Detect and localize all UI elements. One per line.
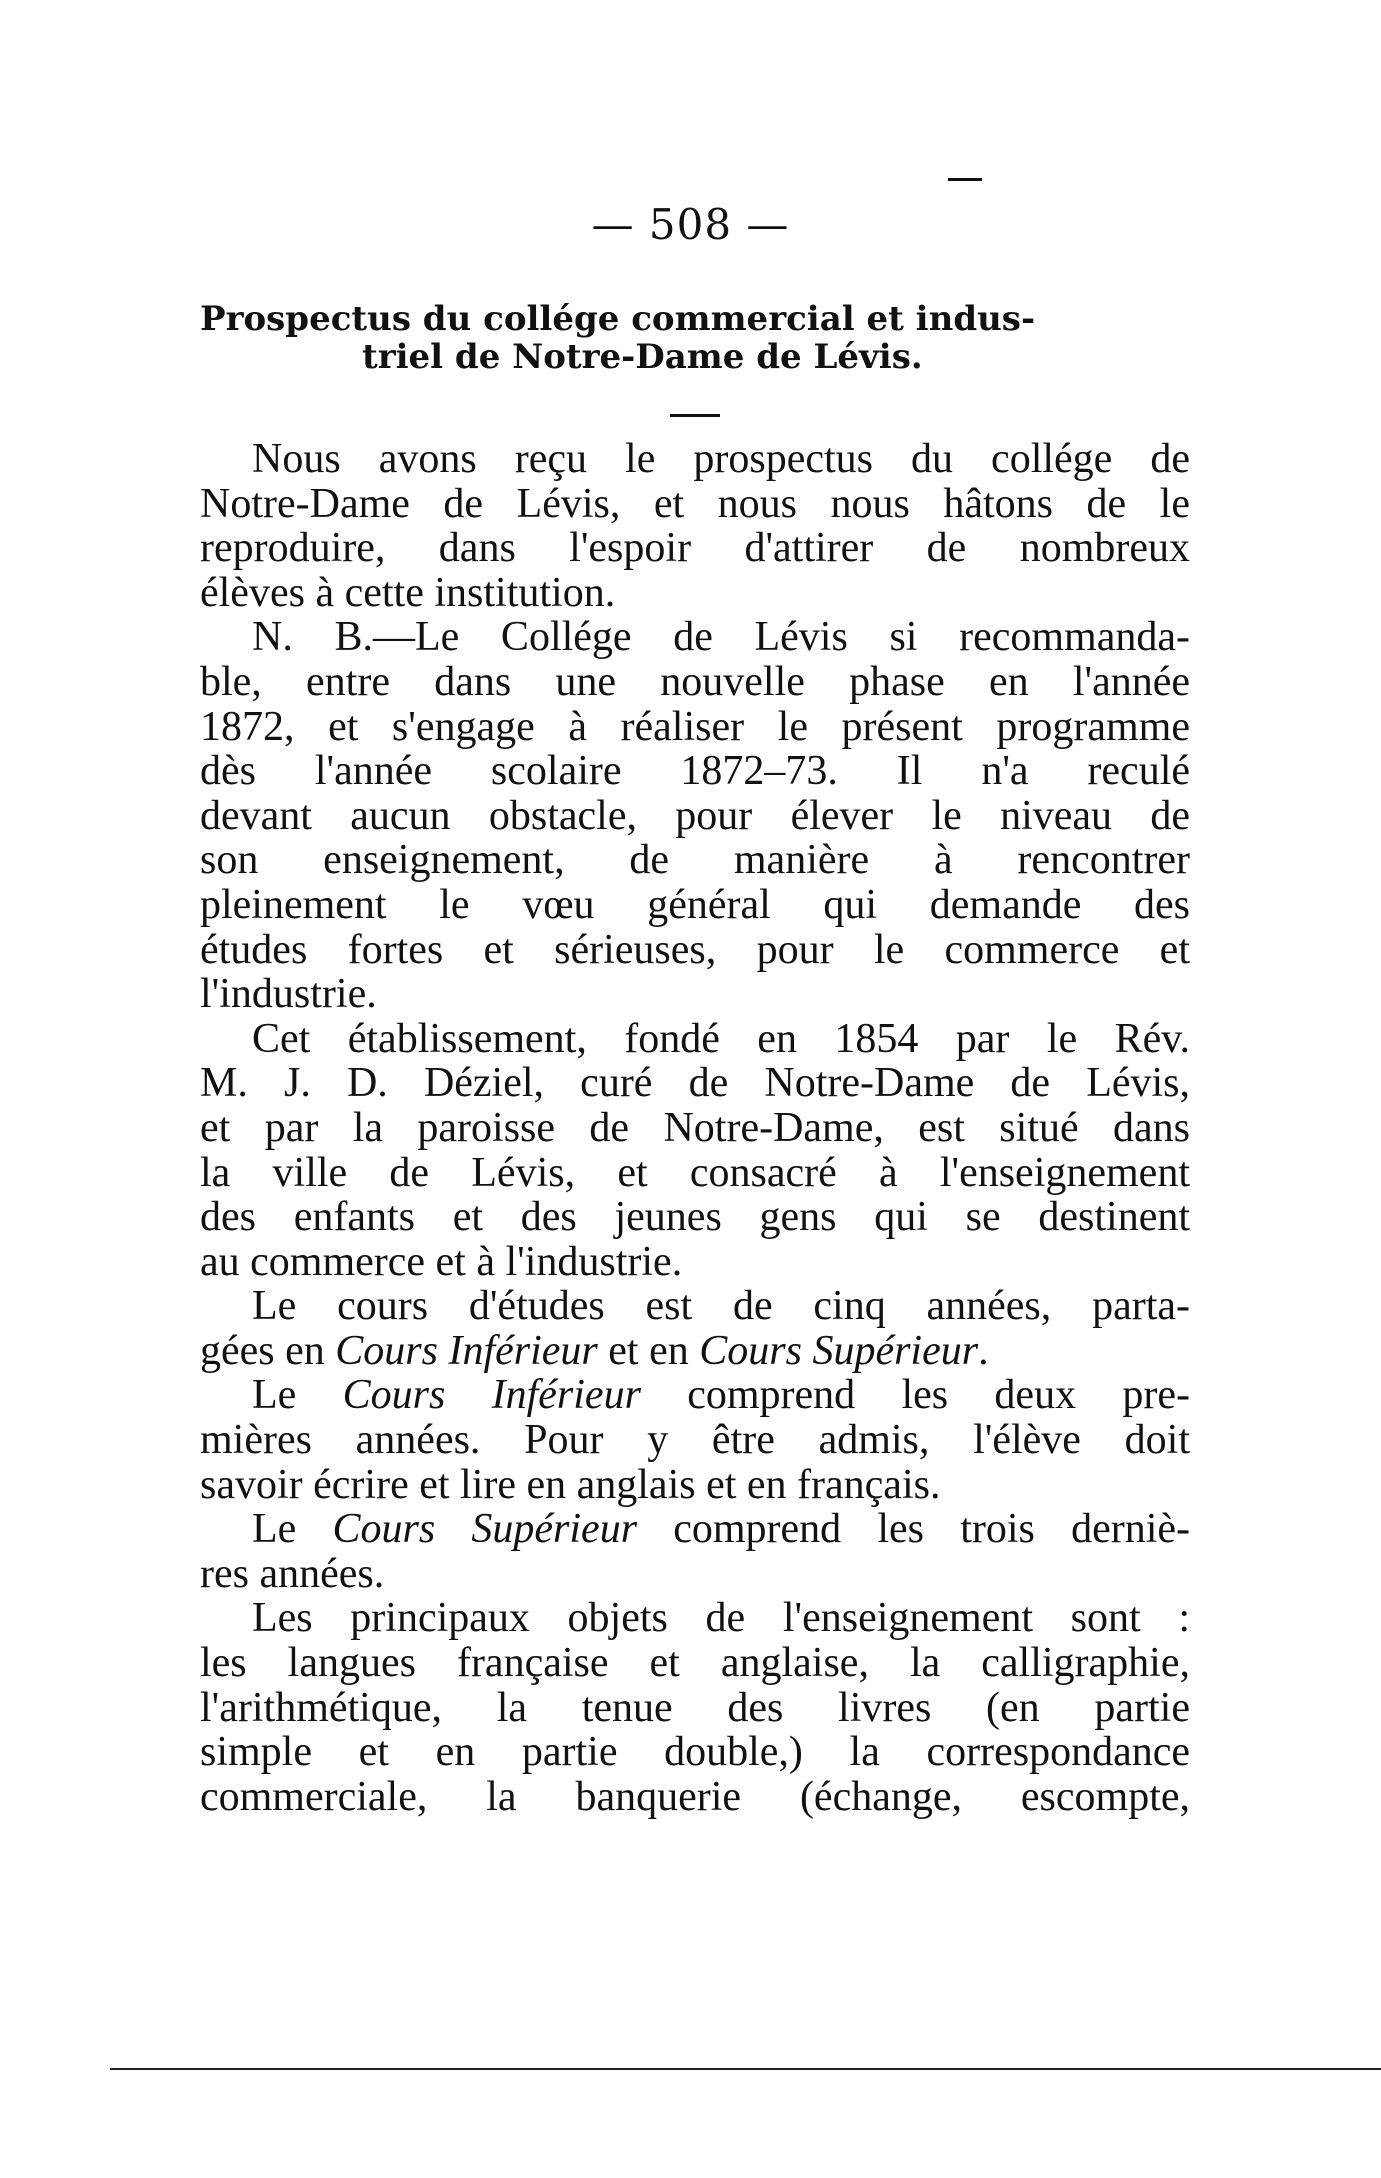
text-line: au commerce et à l'industrie. [200,1238,683,1285]
text-line [200,1329,1190,1374]
text-line: Les principaux objets de l'enseignement sont : [252,1595,1190,1642]
text-line: devant aucun obstacle, pour élever le niveau de [200,792,1190,839]
text-line: et par la paroisse de Notre-Dame, est situé dans [200,1104,1190,1151]
text-run: gées en [200,1327,336,1374]
text-line [200,1373,1190,1418]
italic-term: Cours Inférieur [342,1372,641,1419]
text-line: mières années. Pour y être admis, l'élève doit [200,1417,1190,1464]
text-run: Le [252,1506,333,1553]
text-line: reproduire, dans l'espoir d'attirer de nombreux [200,525,1190,572]
text-line: M. J. D. Déziel, curé de Notre-Dame de Lévis, [200,1060,1190,1107]
text-line: les langues française et anglaise, la calligraphie, [200,1640,1190,1687]
text-run: et en [597,1327,700,1374]
heading-line: triel de Notre-Dame de Lévis. [362,337,923,377]
text-run: Le [252,1372,343,1419]
text-line: savoir écrire et lire en anglais et en français. [200,1461,941,1508]
text-line: la ville de Lévis, et consacré à l'enseignement [200,1149,1190,1196]
text-line: Notre-Dame de Lévis, et nous nous hâtons de le [200,480,1190,527]
text-line: res années. [200,1550,385,1597]
article-body [200,437,1190,1819]
italic-term: Cours Supérieur [332,1506,638,1553]
page-number: — 508 — [591,200,790,249]
text-line: études fortes et sérieuses, pour le commerce et [200,926,1190,973]
text-line: N. B.—Le Collége de Lévis si recommanda- [252,614,1190,661]
heading-line: Prospectus du collége commercial et indus- [200,299,1036,339]
text-line: dès l'année scolaire 1872–73. Il n'a reculé [200,748,1190,795]
text-run: comprend les trois derniè- [637,1506,1191,1553]
text-line: Nous avons reçu le prospectus du collége de [252,436,1190,482]
italic-term: Cours Supérieur [699,1327,979,1374]
bottom-rule [110,2068,1381,2070]
text-line: l'industrie. [200,971,377,1018]
text-line: pleinement le vœu général qui demande des [200,881,1190,928]
text-run: . [978,1327,989,1374]
text-line: simple et en partie double,) la correspondance [200,1729,1190,1776]
text-line [200,1507,1190,1552]
article-heading [200,300,1200,376]
text-line: son enseignement, de manière à rencontrer [200,837,1190,884]
text-line: Le cours d'études est de cinq années, parta- [252,1283,1190,1330]
italic-term: Cours Inférieur [335,1327,598,1374]
heading-divider [670,414,720,417]
corner-mark [948,178,982,181]
text-line: l'arithmétique, la tenue des livres (en partie [200,1684,1190,1731]
text-line: Cet établissement, fondé en 1854 par le Rév. [252,1015,1190,1062]
text-line: 1872, et s'engage à réaliser le présent programme [200,703,1190,750]
text-line: des enfants et des jeunes gens qui se destinent [200,1194,1190,1241]
text-line: ble, entre dans une nouvelle phase en l'année [200,658,1190,705]
text-line: élèves à cette institution. [200,569,616,616]
text-line: commerciale, la banquerie (échange, escompte, [200,1773,1190,1820]
text-run: comprend les deux pre- [640,1372,1191,1419]
